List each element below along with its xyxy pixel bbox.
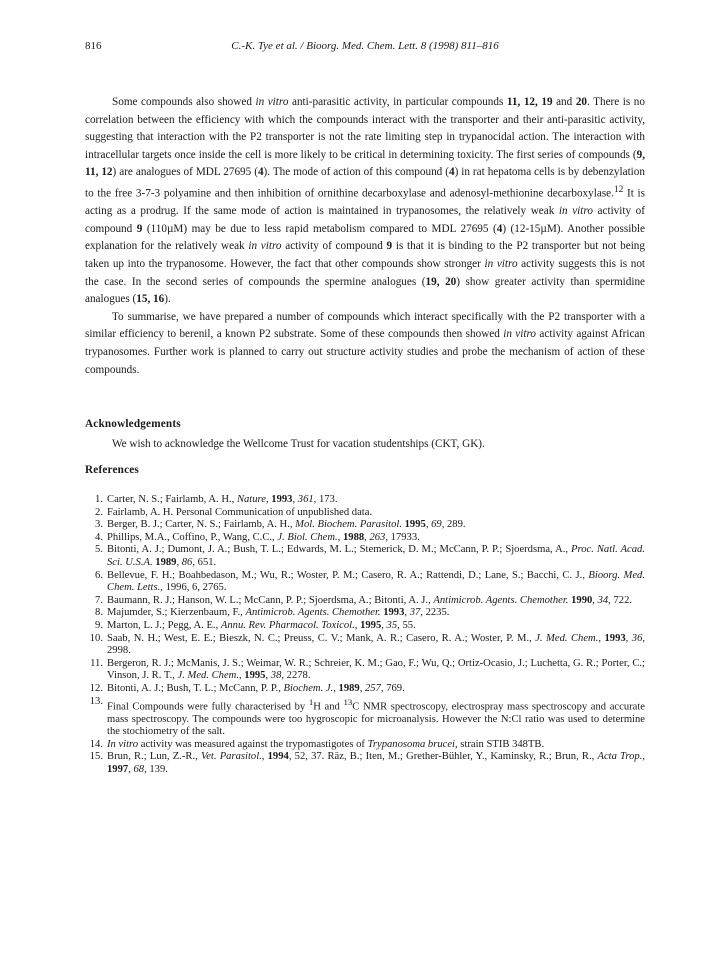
running-title: C.-K. Tye et al. / Bioorg. Med. Chem. Lett. 8 (1998) 811–816	[231, 40, 499, 52]
paragraph-summary: To summarise, we have prepared a number of compounds which interact specifically with the P2 transporter with a similar efficiency to berenil, a known P2 substrate. Some of these compounds then showed in vitro activity against African trypanosomes. Further work is planned to carry out structure activity studies and probe the mechanism of action of these compounds.	[85, 310, 645, 376]
reference-item: 5. Bitonti, A. J.; Dumont, J. A.; Bush, T. L.; Edwards, M. L.; Stemerick, D. M.; McCann, P. P.; Sjoerdsma, A., Proc. Natl. Acad. Sci. U.S.A. 1989, 86, 651.	[95, 544, 645, 568]
reference-item: 3. Berger, B. J.; Carter, N. S.; Fairlamb, A. H., Mol. Biochem. Parasitol. 1995, 69, 289.	[95, 519, 466, 531]
reference-item: 4. Phillips, M.A., Coffino, P., Wang, C.C., J. Biol. Chem., 1988, 263, 17933.	[95, 531, 420, 543]
reference-item: 8. Majumder, S.; Kierzenbaum, F., Antimicrob. Agents. Chemother. 1993, 37, 2235.	[95, 607, 450, 619]
citation-superscript: 12	[613, 184, 624, 195]
reference-item: 9. Marton, L. J.; Pegg, A. E., Annu. Rev. Pharmacol. Toxicol., 1995, 35, 55.	[95, 619, 416, 631]
reference-item: 12. Bitonti, A. J.; Bush, T. L.; McCann, P. P., Biochem. J., 1989, 257, 769.	[89, 682, 405, 694]
reference-item: 1. Carter, N. S.; Fairlamb, A. H., Nature, 1993, 361, 173.	[95, 494, 338, 505]
reference-item: 14. In vitro activity was measured against the trypomastigotes of Trypanosoma brucei, strain STIB 348TB.	[89, 738, 545, 750]
reference-list	[85, 494, 645, 777]
main-text	[85, 94, 645, 379]
acknowledgements-text: We wish to acknowledge the Wellcome Trust for vacation studentships (CKT, GK).	[112, 438, 485, 450]
reference-item: 6. Bellevue, F. H.; Boahbedason, M.; Wu, R.; Woster, P. M.; Casero, R. A.; Rattendi, D.; Lane, S.; Bacchi, C. J., Bioorg. Med. Chem. Letts., 1996, 6, 2765.	[95, 569, 646, 594]
page-header	[85, 40, 645, 56]
reference-item: 7. Baumann, R. J.; Hanson, W. L.; McCann, P. P.; Sjoerdsma, A.; Bitonti, A. J., Antimicrob. Agents. Chemother. 1990, 34, 722.	[95, 594, 633, 606]
reference-item: 15. Brun, R.; Lun, Z.-R., Vet. Parasitol., 1994, 52, 37. Räz, B.; Iten, M.; Grether-Bühler, Y., Kaminsky, R.; Brun, R., Acta Trop., 1997, 68, 139.	[89, 751, 645, 775]
paragraph-results: Some compounds also showed in vitro anti-parasitic activity, in particular compounds 11, 12, 19 and 20. There is no correlation between the efficiency with which the compounds interact with the transporter and their anti-parasitic activity, suggesting that interaction with the P2 transporter is not the rate limiting step in trypanocidal action. The interaction with intracellular targets once inside the cell is more likely to be critical in determining toxicity. The first series of compounds (9, 11, 12) are analogues of MDL 27695 (4). The mode of action of this compound (4) in rat hepatoma cells is by debenzylation to the free 3-7-3 polyamine and then inhibition of ornithine decarboxylase and adenosyl-methionine decarboxylase.$^{12}$ It is acting as a prodrug. If the same mode of action is maintained in trypanosomes, the relatively weak in vitro activity of compound 9 (110µM) may be due to less rapid metabolism compared to MDL 27695 (4) (12-15µM). Another possible explanation for the relatively weak in vitro activity of compound 9 is that it is binding to the P2 transporter but not being taken up into the trypanosome. However, the fact that other compounds show stronger in vitro activity suggests this is not the case. In the second series of compounds the spermine analogues (19, 20) show greater activity than spermidine analogues (15, 16).	[85, 96, 646, 306]
reference-item: 13. Final Compounds were fully characterised by $^1$H and $^{13}$C NMR spectroscopy, electrospray mass spectroscopy and accurate mass spectroscopy. The compounds were too hygroscopic for microanalysis. However the N:Cl ratio was used to determine the stochiometry of the salt.	[89, 695, 646, 738]
reference-item: 2. Fairlamb, A. H. Personal Communication of unpublished data.	[95, 506, 373, 518]
reference-item: 11. Bergeron, R. J.; McManis, J. S.; Weimar, W. R.; Schreier, K. M.; Gao, F.; Wu, Q.; Ortiz-Ocasio, J.; Luchetta, G. R.; Porter, C.; Vinson, J. R. T., J. Med. Chem., 1995, 38, 2278.	[90, 657, 645, 682]
references-heading: References	[85, 464, 139, 476]
acknowledgements-heading: Acknowledgements	[85, 418, 181, 430]
reference-item: 10. Saab, N. H.; West, E. E.; Bieszk, N. C.; Preuss, C. V.; Mank, A. R.; Casero, R. A.; Woster, P. M., J. Med. Chem., 1993, 36, 2998.	[89, 632, 646, 657]
page-number: 816	[85, 40, 102, 52]
